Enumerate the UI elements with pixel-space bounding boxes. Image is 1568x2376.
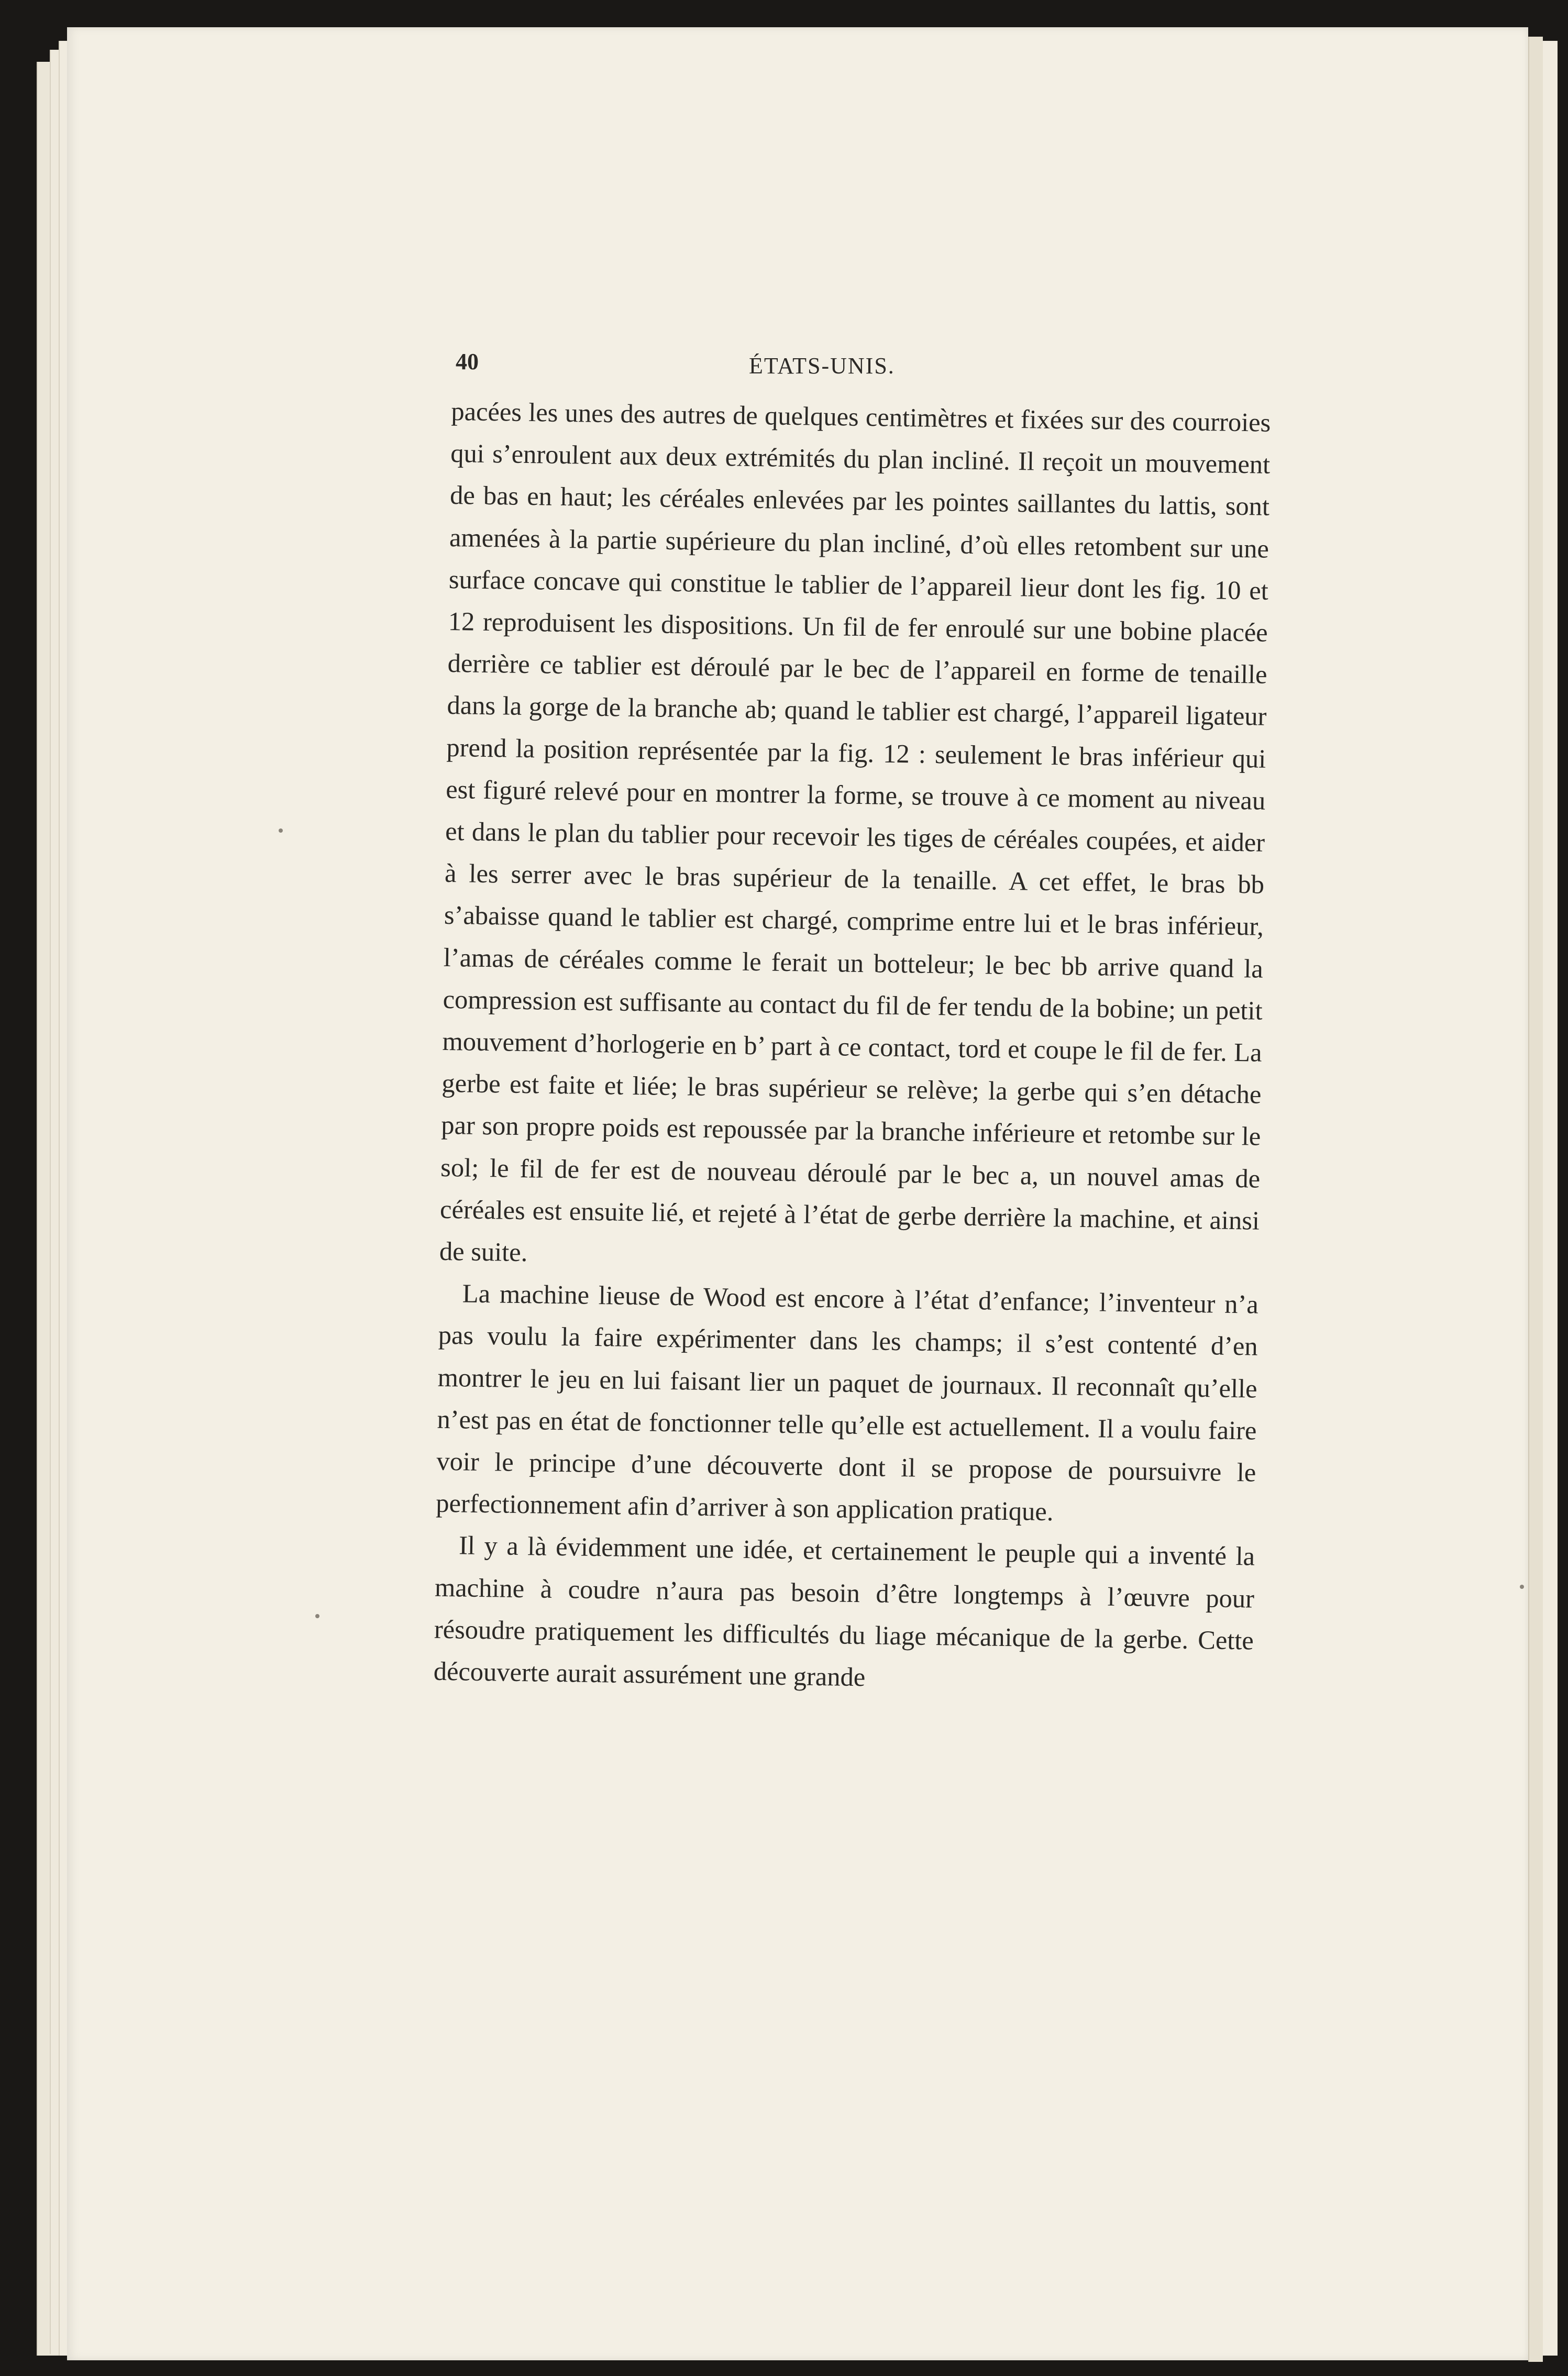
paragraph: pacées les unes des autres de quelques centimètres et fixées sur des courroies qui s’enroulent aux deux extrémités du plan incliné. Il reçoit un mouvement de bas en haut; les céréales enlevées par les pointes saillantes du lattis, sont amenées à la partie supérieure du plan incliné, d’où elles retombent sur une surface concave qui constitue le tablier de l’appareil lieur dont les fig. 10 et 12 reproduisent les dispositions. Un fil de fer enroulé sur une bobine placée derrière ce tablier est déroulé par le bec de l’appareil en forme de tenaille dans la gorge de la branche ab; quand le tablier est chargé, l’appareil ligateur prend la position représentée par la fig. 12 : seulement le bras inférieur qui est figuré relevé pour en montrer la forme, se trouve à ce moment au niveau et dans le plan du tablier pour recevoir les tiges de céréales coupées, et aider à les serrer avec le bras supérieur de la tenaille. A cet effet, le bras bb s’abaisse quand le tablier est chargé, comprime entre lui et le bras inférieur, l’amas de céréales comme le ferait un botteleur; le bec bb arrive quand la compression est suffisante au contact du fil de fer tendu de la bobine; un petit mouvement d’horlogerie en b’ part à ce contact, tord et coupe le fil de fer. La gerbe est faite et liée; le bras supérieur se relève; la gerbe qui s’en détache par son propre poids est repoussée par la branche inférieure et retombe sur le sol; le fil de fer est de nouveau déroulé par le bec a, un nouvel amas de céréales est ensuite lié, et rejeté à l’état de gerbe derrière la machine, et ainsi de suite. [439,396,1271,1267]
facing-page-edge [1528,37,1543,2362]
body-text [433,390,1271,1704]
paragraph: Il y a là évidemment une idée, et certainement le peuple qui a inventé la machine à coudre n’aura pas besoin d’être longtemps à l’œuvre pour résoudre pratiquement les difficultés du liage mécanique de la gerbe. Cette découverte aurait assurément une grande [433,1530,1255,1692]
page-number: 40 [456,349,479,374]
paragraph: La machine lieuse de Wood est encore à l’état d’enfance; l’inventeur n’a pas voulu la faire expérimenter dans les champs; il s’est contenté d’en montrer le jeu en lui faisant lier un paquet de journaux. Il reconnaît qu’elle n’est pas en état de fonctionner telle qu’elle est actuellement. Il a voulu faire voir le principe d’une découverte dont il se propose de poursuivre le perfectionnement afin d’arriver à son application pratique. [435,1278,1259,1527]
paper-speck [1520,1585,1524,1589]
paper-speck [279,828,283,833]
running-head: ÉTATS-UNIS. [749,353,895,379]
page-header [456,348,1273,385]
paper-speck [315,1614,319,1618]
